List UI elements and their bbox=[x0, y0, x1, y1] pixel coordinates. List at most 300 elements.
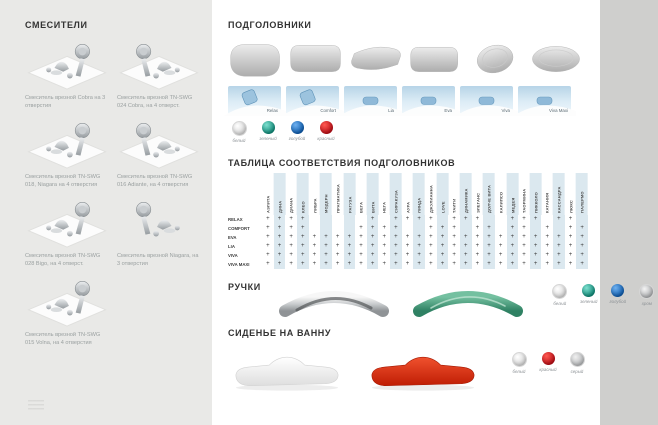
table-cell: + bbox=[553, 215, 565, 224]
headrests-title: ПОДГОЛОВНИКИ bbox=[228, 20, 312, 30]
table-cell: + bbox=[452, 225, 456, 231]
table-cell: + bbox=[335, 261, 340, 267]
table-cell: + bbox=[289, 252, 293, 258]
table-cell: + bbox=[452, 261, 456, 267]
table-cell: + bbox=[553, 251, 565, 260]
table-column-header: ЛЮКС bbox=[568, 199, 574, 213]
table-cell bbox=[541, 215, 553, 224]
table-cell: + bbox=[405, 243, 410, 249]
table-cell: + bbox=[335, 234, 340, 240]
table-cell: + bbox=[452, 243, 456, 249]
table-cell: + bbox=[266, 216, 270, 222]
table-cell: + bbox=[289, 225, 293, 231]
table-cell bbox=[576, 215, 588, 224]
table-cell: + bbox=[390, 233, 402, 242]
table-cell: + bbox=[437, 233, 449, 242]
table-cell: + bbox=[530, 251, 542, 260]
handles-title: РУЧКИ bbox=[228, 282, 261, 292]
table-cell: + bbox=[266, 243, 270, 249]
table-column-header: АУРА bbox=[405, 201, 411, 213]
table-cell: + bbox=[297, 242, 309, 251]
table-cell: + bbox=[483, 251, 495, 260]
color-label: красный bbox=[317, 136, 335, 141]
color-dot bbox=[262, 121, 275, 134]
table-cell: + bbox=[498, 243, 503, 249]
color-swatch bbox=[578, 284, 600, 304]
table-cell: + bbox=[367, 242, 379, 251]
seat-images-row bbox=[228, 348, 590, 392]
table-cell: + bbox=[312, 234, 317, 240]
headrest-photo bbox=[468, 40, 524, 78]
color-label: зеленый bbox=[259, 136, 277, 141]
mixer-caption: Смеситель врезной TN-SWG 018, Niagara на 4 отверстия bbox=[25, 174, 101, 189]
table-cell: + bbox=[405, 216, 410, 222]
table-cell: + bbox=[507, 260, 519, 269]
color-swatch bbox=[286, 121, 308, 141]
table-cell: + bbox=[359, 252, 363, 258]
table-cell: + bbox=[452, 252, 456, 258]
table-cell bbox=[413, 224, 425, 233]
table-cell: + bbox=[382, 243, 386, 249]
table-cell: + bbox=[437, 260, 449, 269]
headrest-model-label: Eva bbox=[444, 108, 452, 113]
table-cell bbox=[495, 224, 507, 233]
table-cell: + bbox=[274, 233, 286, 242]
headrest-thumb-2 bbox=[344, 86, 397, 114]
table-cell: + bbox=[568, 216, 573, 222]
table-column-header: МЕДЕЯ bbox=[507, 173, 519, 215]
table-column-header: ПИККОЛО bbox=[530, 173, 542, 215]
table-cell: + bbox=[522, 261, 526, 267]
table-cell: + bbox=[405, 234, 410, 240]
table-cell bbox=[309, 215, 321, 224]
table-cell: + bbox=[475, 234, 480, 240]
color-swatch bbox=[537, 352, 559, 372]
table-column-header: КАЛИПСО bbox=[498, 191, 504, 213]
color-dot bbox=[639, 284, 654, 299]
table-cell: + bbox=[483, 224, 495, 233]
headrest-photo-5 bbox=[528, 40, 584, 78]
table-cell: + bbox=[429, 216, 433, 222]
table-cell: + bbox=[266, 234, 270, 240]
mixer-product bbox=[117, 40, 201, 112]
table-cell: + bbox=[390, 260, 402, 269]
table-cell: + bbox=[545, 261, 549, 267]
color-dot bbox=[232, 121, 247, 136]
color-swatch bbox=[508, 352, 530, 374]
headrest-photo bbox=[348, 40, 404, 78]
table-column-header: МОДЕРН bbox=[320, 173, 332, 215]
table-cell bbox=[344, 224, 356, 233]
table-cell: + bbox=[460, 251, 472, 260]
table-cell: + bbox=[312, 261, 317, 267]
table-cell: + bbox=[475, 225, 480, 231]
table-column-header: ДИАНА bbox=[288, 197, 294, 213]
table-row-label: RELAX bbox=[228, 217, 243, 222]
mixers-title: СМЕСИТЕЛИ bbox=[25, 20, 88, 30]
mixers-grid bbox=[25, 40, 200, 349]
headrest-photo-1 bbox=[288, 40, 344, 78]
headrest-model-label: Viva Maxi bbox=[549, 108, 568, 113]
table-column-header: КАТАНИЯ bbox=[544, 192, 550, 213]
table-cell: + bbox=[382, 234, 386, 240]
table-cell: + bbox=[475, 243, 480, 249]
table-cell: + bbox=[545, 243, 549, 249]
table-cell: + bbox=[266, 225, 270, 231]
table-cell: + bbox=[429, 243, 433, 249]
table-corner bbox=[228, 173, 262, 215]
table-cell: + bbox=[390, 224, 402, 233]
table-cell: + bbox=[320, 233, 332, 242]
color-label: зеленый bbox=[580, 299, 598, 304]
mixer-product bbox=[117, 119, 201, 191]
mixer-caption: Смеситель врезной TN-SWG 028 Bigo, на 4 отверст. bbox=[25, 253, 101, 268]
table-cell: + bbox=[320, 251, 332, 260]
table-cell: + bbox=[382, 225, 386, 231]
table-cell: + bbox=[429, 225, 433, 231]
table-cell bbox=[553, 224, 565, 233]
table-row-label: EVA bbox=[228, 235, 237, 240]
faucet-photo bbox=[117, 198, 201, 250]
headrest-photos-row bbox=[228, 40, 590, 78]
table-column-header: ЛИНДА bbox=[413, 173, 425, 215]
color-dot bbox=[582, 284, 595, 297]
table-cell bbox=[460, 224, 472, 233]
color-dot bbox=[542, 352, 555, 365]
table-cell: + bbox=[475, 252, 480, 258]
bath-handle-photo-green bbox=[409, 282, 527, 316]
table-cell: + bbox=[274, 251, 286, 260]
faucet-photo bbox=[117, 40, 201, 92]
headrest-photo bbox=[408, 40, 464, 78]
table-cell: + bbox=[359, 234, 363, 240]
mixer-product bbox=[25, 40, 109, 112]
table-column-header: ПРАГМАТИКА bbox=[335, 183, 341, 213]
faucet-photo bbox=[25, 198, 109, 250]
table-cell: + bbox=[413, 260, 425, 269]
table-column-header: ДИНАМИКА bbox=[460, 173, 472, 215]
color-swatch bbox=[566, 352, 588, 374]
table-cell: + bbox=[390, 251, 402, 260]
headrest-compat-table bbox=[228, 173, 588, 269]
table-column-header: ДИНА bbox=[274, 173, 286, 215]
table-column-header: ТАИТИ bbox=[451, 198, 457, 213]
table-cell: + bbox=[576, 224, 588, 233]
handles-section bbox=[228, 282, 652, 316]
table-cell: + bbox=[483, 260, 495, 269]
table-cell: + bbox=[460, 242, 472, 251]
table-cell: + bbox=[266, 261, 270, 267]
table-cell: + bbox=[475, 216, 480, 222]
table-cell: + bbox=[413, 242, 425, 251]
table-cell: + bbox=[359, 261, 363, 267]
table-cell bbox=[320, 224, 332, 233]
table-cell: + bbox=[522, 252, 526, 258]
table-cell: + bbox=[452, 234, 456, 240]
table-column-header: ТАОРМИНА bbox=[521, 188, 527, 213]
color-swatch bbox=[636, 284, 658, 306]
mixer-caption: Смеситель врезной TN-SWG 024 Cobra, на 4 отверст. bbox=[117, 95, 193, 110]
faucet-photo bbox=[25, 40, 109, 92]
headrest-photo-2 bbox=[348, 40, 404, 78]
table-cell: + bbox=[289, 216, 293, 222]
color-dot bbox=[291, 121, 304, 134]
table-cell: + bbox=[568, 252, 573, 258]
table-cell bbox=[309, 224, 321, 233]
table-cell: + bbox=[553, 242, 565, 251]
table-cell bbox=[332, 215, 344, 224]
table-column-header: РАГУЗА bbox=[344, 173, 356, 215]
table-cell: + bbox=[437, 251, 449, 260]
table-cell: + bbox=[390, 242, 402, 251]
mixer-caption: Смеситель врезной TN-SWG 015 Volna, на 4 отверстия bbox=[25, 332, 101, 347]
mixer-product bbox=[117, 198, 201, 270]
table-column-header: ПАЛЕРМО bbox=[576, 173, 588, 215]
table-row-label: COMFORT bbox=[228, 226, 250, 231]
color-label: голубой bbox=[609, 299, 627, 304]
table-cell: + bbox=[367, 251, 379, 260]
table-cell: + bbox=[568, 243, 573, 249]
headrest-photo-4 bbox=[468, 40, 524, 78]
table-cell: + bbox=[344, 260, 356, 269]
table-cell: + bbox=[545, 225, 549, 231]
table-cell: + bbox=[405, 252, 410, 258]
headrest-thumb-1 bbox=[286, 86, 339, 114]
table-cell: + bbox=[429, 234, 433, 240]
table-cell: + bbox=[274, 242, 286, 251]
mixer-caption: Смеситель врезной Cobra на 3 отверстия bbox=[25, 95, 106, 110]
table-cell: + bbox=[367, 260, 379, 269]
color-dot bbox=[512, 352, 527, 367]
table-cell bbox=[332, 224, 344, 233]
headrest-thumb-0 bbox=[228, 86, 281, 114]
headrest-photo-3 bbox=[408, 40, 464, 78]
table-cell: + bbox=[452, 216, 456, 222]
bath-seat-photo-white bbox=[228, 348, 346, 392]
table-cell: + bbox=[390, 215, 402, 224]
bath-handle-photo-chrome bbox=[275, 282, 393, 316]
table-cell: + bbox=[530, 242, 542, 251]
table-cell: + bbox=[576, 260, 588, 269]
table-cell: + bbox=[289, 234, 293, 240]
color-dot bbox=[570, 352, 585, 367]
headrest-thumb-5 bbox=[518, 86, 571, 114]
table-cell: + bbox=[576, 233, 588, 242]
table-cell: + bbox=[413, 215, 425, 224]
headrest-thumb-3 bbox=[402, 86, 455, 114]
color-swatch bbox=[315, 121, 337, 141]
headrest-model-label: Viva bbox=[501, 108, 510, 113]
accessories-panel bbox=[212, 0, 652, 425]
table-cell: + bbox=[553, 260, 565, 269]
color-label: красный bbox=[539, 367, 557, 372]
color-dot bbox=[552, 284, 567, 299]
table-cell: + bbox=[460, 260, 472, 269]
color-swatch bbox=[257, 121, 279, 141]
table-cell: + bbox=[568, 261, 573, 267]
mixer-caption: Смеситель врезной Niagara, на 3 отверстия bbox=[117, 253, 199, 268]
table-cell: + bbox=[507, 233, 519, 242]
table-column-header: КАССАНДРА bbox=[553, 173, 565, 215]
table-cell: + bbox=[289, 243, 293, 249]
table-cell: + bbox=[297, 260, 309, 269]
table-cell: + bbox=[483, 242, 495, 251]
mixer-product bbox=[25, 198, 109, 270]
table-cell: + bbox=[498, 252, 503, 258]
table-column-header: АЭЛИТА bbox=[265, 195, 271, 213]
table-cell: + bbox=[498, 261, 503, 267]
table-cell: + bbox=[367, 215, 379, 224]
table-cell: + bbox=[367, 233, 379, 242]
table-cell: + bbox=[297, 215, 309, 224]
table-cell: + bbox=[545, 252, 549, 258]
table-cell: + bbox=[289, 261, 293, 267]
table-cell: + bbox=[312, 252, 317, 258]
bath-seat-photo-red bbox=[364, 348, 482, 392]
table-column-header: ЭЛЕГАНС bbox=[474, 192, 480, 213]
table-cell: + bbox=[460, 215, 472, 224]
table-cell: + bbox=[522, 216, 526, 222]
table-column-header: ЛИБРА bbox=[311, 198, 317, 213]
table-cell: + bbox=[367, 224, 379, 233]
table-cell: + bbox=[553, 233, 565, 242]
headrest-model-label: Lia bbox=[388, 108, 394, 113]
table-cell: + bbox=[344, 242, 356, 251]
color-swatch bbox=[607, 284, 629, 304]
table-cell: + bbox=[359, 225, 363, 231]
table-cell: + bbox=[522, 243, 526, 249]
headrest-colors-row bbox=[228, 121, 590, 143]
headrest-thumbs-row bbox=[228, 86, 590, 114]
table-cell: + bbox=[405, 261, 410, 267]
table-cell: + bbox=[530, 215, 542, 224]
color-label: серый bbox=[570, 369, 584, 374]
table-cell: + bbox=[568, 234, 573, 240]
table-cell: + bbox=[382, 252, 386, 258]
seat-section bbox=[228, 328, 590, 392]
seat-title: СИДЕНЬЕ НА ВАННУ bbox=[228, 328, 332, 338]
table-cell: + bbox=[498, 234, 503, 240]
table-cell: + bbox=[568, 225, 573, 231]
table-cell: + bbox=[413, 251, 425, 260]
table-cell bbox=[437, 215, 449, 224]
color-label: белый bbox=[232, 138, 246, 143]
headrest-model-label: Comfort bbox=[320, 108, 336, 113]
table-cell: + bbox=[576, 242, 588, 251]
handles-colors-row bbox=[549, 284, 658, 306]
table-row-label: LIA bbox=[228, 244, 235, 249]
table-cell: + bbox=[320, 260, 332, 269]
table-row-label: VIVA MAXI bbox=[228, 262, 250, 267]
mixer-caption: Смеситель врезной TN-SWG 016 Adiante, на 4 отверстия bbox=[117, 174, 193, 189]
color-dot bbox=[320, 121, 333, 134]
table-cell: + bbox=[530, 260, 542, 269]
table-cell: + bbox=[475, 261, 480, 267]
handles-images bbox=[275, 282, 527, 316]
headrest-model-label: Relax bbox=[266, 108, 278, 113]
color-label: голубой bbox=[288, 136, 306, 141]
mixer-product bbox=[25, 119, 109, 191]
table-cell bbox=[530, 224, 542, 233]
table-cell: + bbox=[274, 215, 286, 224]
table-column-header: LOVE bbox=[437, 173, 449, 215]
table-column-header: НЕГА bbox=[381, 201, 387, 213]
table-cell bbox=[483, 215, 495, 224]
table-cell: + bbox=[297, 233, 309, 242]
faucet-photo bbox=[25, 277, 109, 329]
table-column-header: ДЖУЛИАННА bbox=[428, 185, 434, 213]
table-cell: + bbox=[545, 234, 549, 240]
table-column-header: ДОЛЧЕ ВИТА bbox=[483, 173, 495, 215]
table-cell: + bbox=[530, 233, 542, 242]
table-cell: + bbox=[507, 242, 519, 251]
table-cell: + bbox=[297, 251, 309, 260]
table-cell: + bbox=[413, 233, 425, 242]
table-cell bbox=[355, 215, 367, 224]
table-cell: + bbox=[297, 224, 309, 233]
compat-table-title: ТАБЛИЦА СООТВЕТСТВИЯ ПОДГОЛОВНИКОВ bbox=[228, 158, 456, 168]
table-cell: + bbox=[344, 251, 356, 260]
mixer-product bbox=[25, 277, 109, 349]
table-cell bbox=[378, 215, 390, 224]
headrest-photo-0 bbox=[228, 40, 284, 78]
table-cell bbox=[402, 224, 414, 233]
table-cell: + bbox=[522, 234, 526, 240]
table-cell: + bbox=[437, 224, 449, 233]
table-cell: + bbox=[274, 260, 286, 269]
headrest-photo bbox=[228, 40, 284, 78]
table-cell bbox=[495, 215, 507, 224]
table-cell: + bbox=[507, 251, 519, 260]
color-label: белый bbox=[553, 301, 567, 306]
faucet-photo bbox=[25, 119, 109, 171]
table-row-label: VIVA bbox=[228, 253, 238, 258]
table-cell: + bbox=[312, 243, 317, 249]
table-cell: + bbox=[359, 243, 363, 249]
faucet-photo bbox=[117, 119, 201, 171]
table-cell: + bbox=[429, 261, 433, 267]
table-cell: + bbox=[335, 243, 340, 249]
headrest-thumb-4 bbox=[460, 86, 513, 114]
table-cell bbox=[320, 215, 332, 224]
footer-logo-mark bbox=[28, 400, 44, 411]
table-cell bbox=[344, 215, 356, 224]
table-column-header: СИРАКУЗА bbox=[390, 173, 402, 215]
table-cell: + bbox=[335, 252, 340, 258]
table-cell: + bbox=[576, 251, 588, 260]
color-label: белый bbox=[512, 369, 526, 374]
table-cell: + bbox=[344, 233, 356, 242]
table-cell: + bbox=[274, 224, 286, 233]
table-cell: + bbox=[483, 233, 495, 242]
headrest-photo bbox=[288, 40, 344, 78]
table-column-header: КЛЕО bbox=[297, 173, 309, 215]
color-swatch bbox=[549, 284, 571, 306]
table-cell: + bbox=[507, 224, 519, 233]
table-cell: + bbox=[437, 242, 449, 251]
table-cell: + bbox=[320, 242, 332, 251]
seat-colors-row bbox=[508, 352, 588, 374]
table-column-header: ВИТА bbox=[367, 173, 379, 215]
table-cell: + bbox=[429, 252, 433, 258]
table-cell: + bbox=[382, 261, 386, 267]
color-label: хром bbox=[641, 301, 652, 306]
table-cell: + bbox=[522, 225, 526, 231]
mixers-panel bbox=[0, 0, 212, 425]
table-cell: + bbox=[507, 215, 519, 224]
headrest-photo bbox=[528, 40, 584, 78]
table-cell: + bbox=[266, 252, 270, 258]
